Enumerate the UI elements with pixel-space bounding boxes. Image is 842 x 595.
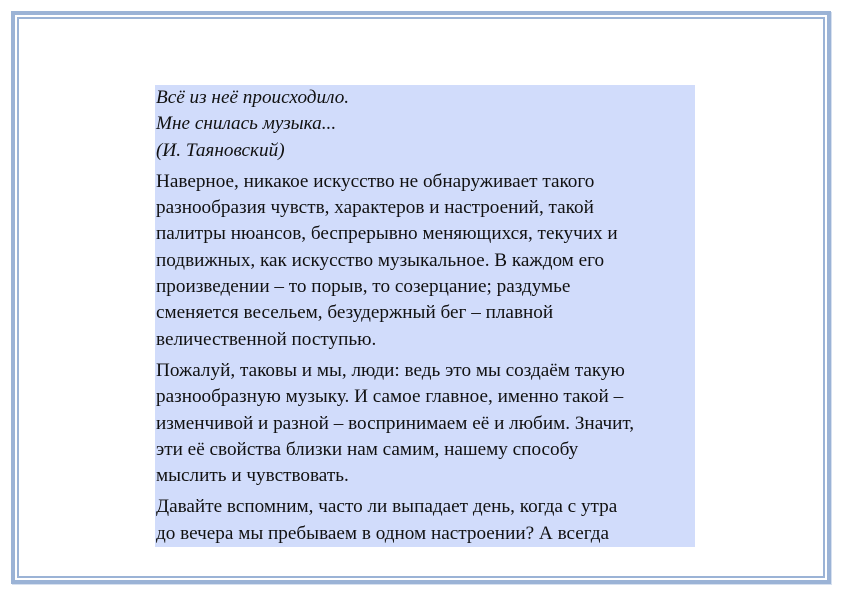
paragraph-line: разнообразную музыку. И самое главное, именно такой – [156,386,624,408]
paragraph-line: Давайте вспомним, часто ли выпадает день, когда с утра [156,496,618,518]
epigraph-author: (И. Таяновский) [156,139,285,161]
paragraph-line: разнообразия чувств, характеров и настроений, такой [156,197,594,219]
paragraph-line: изменчивой и разной – воспринимаем её и любим. Значит, [156,412,635,434]
paragraph-line: палитры нюансов, беспрерывно меняющихся, текучих и [156,223,618,245]
paragraph-line: Наверное, никакое искусство не обнаруживает такого [156,170,595,192]
slide-text-box [155,85,695,547]
epigraph-line: Мне снилась музыка... [156,113,337,135]
epigraph-line: Всё из неё происходило. [156,87,350,108]
paragraph-2 [156,358,695,489]
epigraph [156,85,695,164]
paragraph-line: произведении – то порыв, то созерцание; раздумье [156,276,571,298]
paragraph-line: Пожалуй, таковы и мы, люди: ведь это мы создаём такую [156,359,625,381]
paragraph-line: сменяется весельем, безудержный бег – плавной [156,302,554,324]
paragraph-line: эти её свойства близки нам самим, нашему способу [156,438,579,460]
paragraph-line: мыслить и чувствовать. [156,465,349,487]
paragraph-line: величественной поступью. [156,328,377,350]
paragraph-line: до вечера мы пребываем в одном настроении? А всегда [156,522,609,544]
paragraph-3 [156,494,695,547]
paragraph-1 [156,169,695,353]
paragraph-line: подвижных, как искусство музыкальное. В каждом его [156,249,605,271]
